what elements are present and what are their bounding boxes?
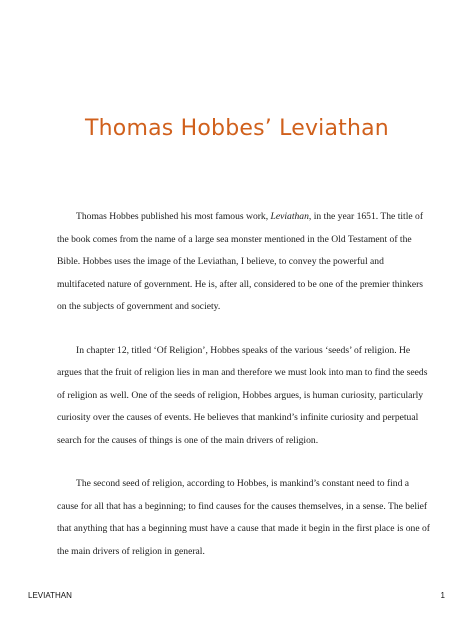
paragraph-1-rest: , in the year 1651. The title of the book comes from the name of a large sea monster mentioned in the Old Testament of the Bible. Hobbes uses the image of the Leviathan, I believe, to convey the powerful and multifaceted nature of government. He is, after all, considered to be one of the premier thinkers on the subjects of government and society. (57, 211, 424, 312)
paragraph-2: In chapter 12, titled ‘Of Religion’, Hobbes speaks of the various ‘seeds’ of religion. He argues that the fruit of religion lies in man and therefore we must look into man to find the seeds of religion as well. One of the seeds of religion, Hobbes argues, is human curiosity, particularly curiosity over the causes of events. He believes that mankind’s infinite curiosity and perpetual search for the causes of things is one of the main drivers of religion. (57, 344, 428, 446)
paragraph-3: The second seed of religion, according to Hobbes, is mankind’s constant need to find a cause for all that has a beginning; to find causes for the causes themselves, in a sense. The belief that anything that has a beginning must have a cause that made it begin in the first place is one of the main drivers of religion in general. (57, 478, 430, 557)
document-body (57, 206, 432, 584)
paragraph-1-lead: Thomas Hobbes published his most famous work, (76, 211, 271, 222)
paragraph-1-italic-title: Leviathan (270, 211, 309, 222)
document-title: Thomas Hobbes’ Leviathan (85, 116, 389, 141)
footer-running-head: LEVIATHAN (28, 591, 72, 600)
paragraph-1 (57, 206, 432, 319)
footer-page-number: 1 (440, 591, 445, 600)
